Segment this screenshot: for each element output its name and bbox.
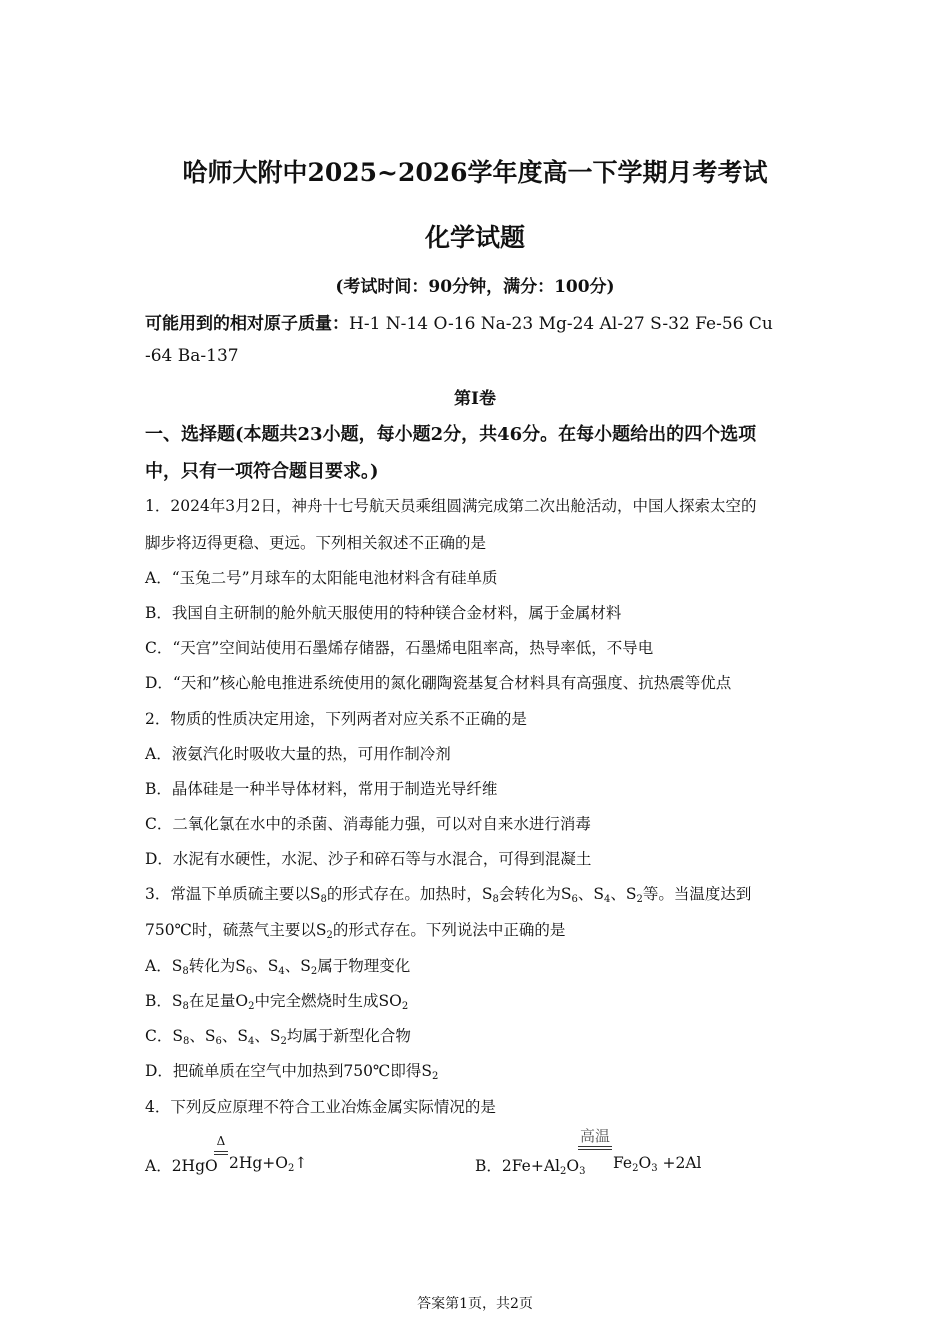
q2-option-c: C．二氧化氯在水中的杀菌、消毒能力强，可以对自来水进行消毒 [145,815,591,833]
q4-option-b-product [613,1154,702,1172]
formula-subscript: 2 [248,1001,255,1012]
q1-option-a: A．“玉兔二号”月球车的太阳能电池材料含有硅单质 [145,569,498,587]
text-segment: B．2Fe+Al [475,1157,560,1175]
text-segment: 在足量O [188,992,249,1010]
atomic-mass-values: H-1 N-14 O-16 Na-23 Mg-24 Al-27 S-32 Fe-56 Cu [349,314,773,334]
q2-stem: 2．物质的性质决定用途，下列两者对应关系不正确的是 [145,710,527,728]
formula-subscript: 3 [579,1166,586,1177]
text-segment: O [566,1157,580,1175]
text-segment: 、S [284,957,311,975]
text-segment: D．把硫单质在空气中加热到750℃即得S [145,1062,432,1080]
q4-option-a-reactant: A．2HgO [145,1157,218,1175]
text-segment: 750℃时，硫蒸气主要以S [145,921,327,939]
q3-stem-line1 [145,882,751,904]
atomic-mass-line2: -64 Ba-137 [145,346,239,366]
formula-subscript: 2 [288,1163,295,1174]
text-segment: 、S [254,1027,281,1045]
q4-option-b-equals-sign [578,1146,612,1150]
q4-option-a-heat-symbol: Δ [216,1134,226,1148]
formula-subscript: 4 [247,1036,255,1047]
text-segment: O [638,1154,652,1172]
text-segment: 均属于新型化合物 [286,1027,411,1045]
formula-subscript: 2 [632,1163,639,1174]
q3-option-a [145,954,410,976]
formula-subscript: 8 [492,894,499,905]
text-segment: 属于物理变化 [317,957,411,975]
formula-subscript: 6 [215,1036,222,1047]
text-segment: 、S [577,885,604,903]
q3-option-b [145,989,408,1011]
text-segment: 等。当温度达到 [642,885,752,903]
q2-option-b: B．晶体硅是一种半导体材料，常用于制造光导纤维 [145,780,498,798]
q2-option-a: A．液氨汽化时吸收大量的热，可用作制冷剂 [145,745,451,763]
section-heading-line2: 中，只有一项符合题目要求。) [145,461,379,482]
formula-subscript: 2 [326,930,333,941]
formula-subscript: 8 [182,1036,190,1047]
text-segment: 、S [189,1027,216,1045]
formula-subscript: 6 [571,894,578,905]
atomic-mass-label: 可能用到的相对原子质量： [145,314,349,334]
q1-option-c: C．“天宫”空间站使用石墨烯存储器，石墨烯电阻率高，热导率低，不导电 [145,639,654,657]
q4-option-b-reactant [475,1154,585,1176]
exam-title: 哈师大附中2025~2026学年度高一下学期月考考试 [182,158,768,187]
text-segment: A．S [145,957,183,975]
text-segment: 的形式存在。加热时，S [326,885,493,903]
q4-stem: 4．下列反应原理不符合工业冶炼金属实际情况的是 [145,1098,496,1116]
formula-subscript: 8 [320,894,327,905]
text-segment: B．S [145,992,183,1010]
atomic-mass-line1 [145,309,773,334]
q3-stem-line2 [145,918,565,940]
q2-option-d: D．水泥有水硬性，水泥、沙子和碎石等与水混合，可得到混凝土 [145,850,592,868]
q3-option-d [145,1059,438,1081]
q1-option-d: D．“天和”核心舱电推进系统使用的氮化硼陶瓷基复合材料具有高强度、抗热震等优点 [145,674,732,692]
q4-option-b-condition: 高温 [579,1127,610,1145]
q3-option-c [145,1024,411,1046]
text-segment: 3．常温下单质硫主要以S [145,885,321,903]
q4-option-a-product [229,1154,307,1172]
formula-subscript: 2 [280,1036,287,1047]
formula-subscript: 2 [636,894,643,905]
text-segment: 中完全燃烧时生成SO [254,992,402,1010]
formula-subscript: 4 [603,894,611,905]
q4-option-a-equals-sign [214,1151,228,1155]
text-segment: 的形式存在。下列说法中正确的是 [332,921,566,939]
text-segment: 2Hg+O [229,1154,288,1172]
formula-subscript: 3 [651,1163,658,1174]
formula-subscript: 2 [401,1001,409,1012]
q1-option-b: B．我国自主研制的舱外航天服使用的特种镁合金材料，属于金属材料 [145,604,622,622]
text-segment: Fe [613,1154,633,1172]
text-segment: C．S [145,1027,183,1045]
text-segment: 转化为S [188,957,246,975]
q1-stem-line2: 脚步将迈得更稳、更远。下列相关叙述不正确的是 [145,534,487,552]
formula-subscript: 8 [182,966,189,977]
subject-title: 化学试题 [424,223,525,252]
text-segment: +2Al [657,1154,702,1172]
formula-subscript: 2 [559,1166,567,1177]
volume-heading: 第I卷 [454,389,496,409]
formula-subscript: 8 [182,1001,189,1012]
formula-subscript: 4 [278,966,285,977]
text-segment: 、S [252,957,279,975]
text-segment: 会转化为S [498,885,572,903]
text-segment: 、S [610,885,637,903]
formula-subscript: 2 [310,966,318,977]
exam-info: (考试时间：90分钟，满分：100分) [335,277,615,297]
text-segment: ↑ [294,1154,308,1172]
text-segment: 、S [221,1027,248,1045]
page-footer: 答案第1页，共2页 [417,1296,533,1312]
q1-stem-line1: 1．2024年3月2日，神舟十七号航天员乘组圆满完成第二次出舱活动，中国人探索太空的 [145,497,757,515]
formula-subscript: 6 [245,966,253,977]
section-heading-line1: 一、选择题(本题共23小题，每小题2分，共46分。在每小题给出的四个选项 [145,424,757,445]
formula-subscript: 2 [431,1071,439,1082]
